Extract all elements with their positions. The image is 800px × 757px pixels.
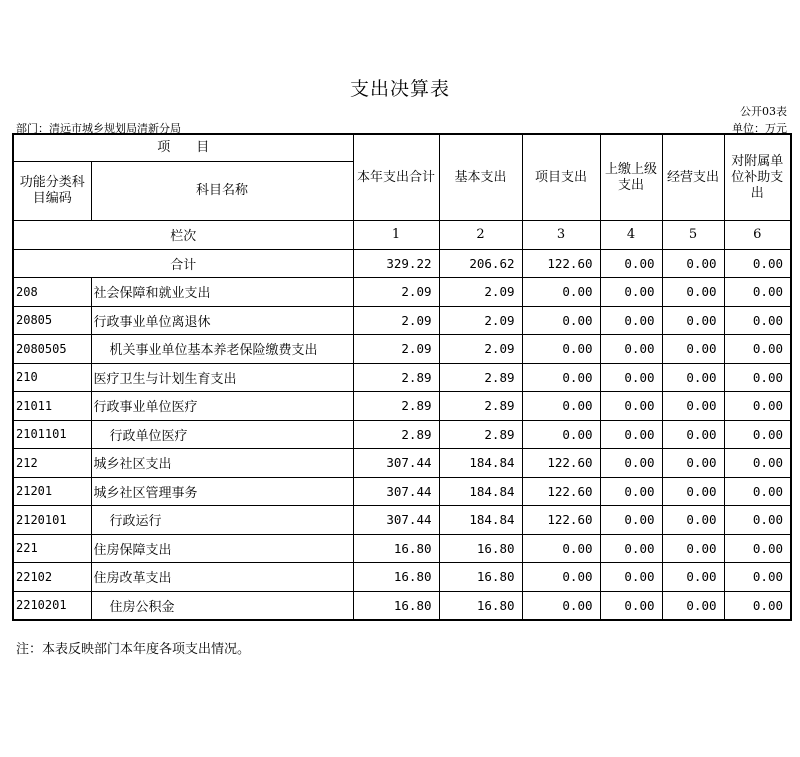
row-value: 2.89	[439, 420, 522, 449]
footnote: 注：本表反映部门本年度各项支出情况。	[16, 642, 251, 657]
row-value: 0.00	[522, 563, 600, 592]
row-value: 0.00	[724, 563, 791, 592]
row-name: 住房改革支出	[91, 563, 353, 592]
table-row	[13, 335, 791, 364]
project-header: 项目支出	[522, 134, 600, 221]
row-value: 0.00	[724, 534, 791, 563]
department-label: 部门：清远市城乡规划局清新分局	[16, 122, 181, 135]
row-name: 行政事业单位离退休	[91, 306, 353, 335]
row-name: 城乡社区管理事务	[91, 477, 353, 506]
row-value: 16.80	[353, 591, 439, 620]
table-row	[13, 506, 791, 535]
row-value: 184.84	[439, 449, 522, 478]
row-value: 0.00	[522, 306, 600, 335]
row-value: 307.44	[353, 506, 439, 535]
row-value: 0.00	[600, 278, 662, 307]
row-value: 0.00	[662, 392, 724, 421]
total-label: 合计	[13, 249, 353, 278]
code-header: 功能分类科目编码	[13, 162, 91, 221]
row-name: 城乡社区支出	[91, 449, 353, 478]
column-index: 3	[522, 221, 600, 250]
row-code: 2210201	[13, 591, 91, 620]
basic-header: 基本支出	[439, 134, 522, 221]
total-value: 329.22	[353, 249, 439, 278]
row-value: 122.60	[522, 449, 600, 478]
row-value: 0.00	[724, 506, 791, 535]
row-value: 2.89	[353, 363, 439, 392]
row-value: 0.00	[662, 563, 724, 592]
table-row	[13, 392, 791, 421]
row-value: 2.89	[353, 392, 439, 421]
subsidy-header: 对附属单位补助支出	[724, 134, 791, 221]
row-value: 0.00	[662, 534, 724, 563]
row-name: 社会保障和就业支出	[91, 278, 353, 307]
row-code: 221	[13, 534, 91, 563]
row-name: 住房公积金	[91, 591, 353, 620]
row-value: 2.89	[439, 392, 522, 421]
column-index: 2	[439, 221, 522, 250]
row-name: 机关事业单位基本养老保险缴费支出	[91, 335, 353, 364]
total-row	[13, 249, 791, 278]
row-value: 0.00	[662, 363, 724, 392]
table-row	[13, 591, 791, 620]
table-row	[13, 363, 791, 392]
row-value: 0.00	[662, 591, 724, 620]
row-value: 0.00	[600, 591, 662, 620]
total-header: 本年支出合计	[353, 134, 439, 221]
row-name: 行政单位医疗	[91, 420, 353, 449]
row-value: 2.09	[439, 278, 522, 307]
unit-label: 单位：万元	[732, 122, 787, 135]
row-value: 0.00	[724, 278, 791, 307]
table-number: 公开03表	[740, 105, 787, 118]
upper-header: 上缴上级支出	[600, 134, 662, 221]
row-value: 2.09	[439, 306, 522, 335]
row-value: 0.00	[522, 591, 600, 620]
row-name: 住房保障支出	[91, 534, 353, 563]
row-value: 0.00	[600, 392, 662, 421]
row-value: 0.00	[662, 506, 724, 535]
total-value: 0.00	[662, 249, 724, 278]
row-value: 122.60	[522, 506, 600, 535]
row-value: 0.00	[600, 335, 662, 364]
table-row	[13, 449, 791, 478]
page-title: 支出决算表	[349, 78, 450, 100]
column-index: 6	[724, 221, 791, 250]
item-group-header: 项 目	[13, 134, 353, 162]
row-value: 0.00	[662, 420, 724, 449]
row-value: 0.00	[600, 306, 662, 335]
row-value: 2.09	[439, 335, 522, 364]
row-value: 0.00	[662, 278, 724, 307]
total-value: 206.62	[439, 249, 522, 278]
row-value: 16.80	[439, 534, 522, 563]
column-index: 5	[662, 221, 724, 250]
table-row	[13, 563, 791, 592]
row-value: 0.00	[600, 449, 662, 478]
column-index: 4	[600, 221, 662, 250]
header-row	[13, 134, 791, 162]
table-row	[13, 420, 791, 449]
row-value: 0.00	[522, 392, 600, 421]
row-name: 行政事业单位医疗	[91, 392, 353, 421]
row-value: 0.00	[724, 335, 791, 364]
row-code: 2101101	[13, 420, 91, 449]
row-value: 16.80	[439, 591, 522, 620]
row-value: 16.80	[353, 534, 439, 563]
name-header: 科目名称	[91, 162, 353, 221]
row-value: 0.00	[522, 363, 600, 392]
row-value: 0.00	[662, 306, 724, 335]
row-value: 307.44	[353, 449, 439, 478]
row-value: 0.00	[522, 534, 600, 563]
row-value: 0.00	[600, 506, 662, 535]
row-name: 医疗卫生与计划生育支出	[91, 363, 353, 392]
table-row	[13, 534, 791, 563]
total-value: 122.60	[522, 249, 600, 278]
column-index-label: 栏次	[13, 221, 353, 250]
row-code: 21201	[13, 477, 91, 506]
business-header: 经营支出	[662, 134, 724, 221]
row-value: 16.80	[353, 563, 439, 592]
row-code: 21011	[13, 392, 91, 421]
row-value: 0.00	[724, 477, 791, 506]
row-value: 307.44	[353, 477, 439, 506]
row-value: 0.00	[724, 363, 791, 392]
row-value: 0.00	[662, 335, 724, 364]
row-name: 行政运行	[91, 506, 353, 535]
row-value: 2.89	[353, 420, 439, 449]
row-value: 0.00	[600, 420, 662, 449]
row-value: 16.80	[439, 563, 522, 592]
row-value: 122.60	[522, 477, 600, 506]
row-value: 0.00	[662, 449, 724, 478]
row-value: 0.00	[724, 591, 791, 620]
table-row	[13, 278, 791, 307]
row-value: 0.00	[724, 420, 791, 449]
row-value: 0.00	[522, 278, 600, 307]
expenditure-table	[12, 133, 792, 621]
row-code: 2080505	[13, 335, 91, 364]
row-code: 208	[13, 278, 91, 307]
row-value: 0.00	[600, 563, 662, 592]
row-value: 0.00	[600, 363, 662, 392]
row-value: 2.09	[353, 278, 439, 307]
column-index-row	[13, 221, 791, 250]
row-value: 0.00	[600, 477, 662, 506]
row-value: 0.00	[600, 534, 662, 563]
row-value: 2.09	[353, 306, 439, 335]
row-value: 2.89	[439, 363, 522, 392]
total-value: 0.00	[600, 249, 662, 278]
row-code: 22102	[13, 563, 91, 592]
row-code: 210	[13, 363, 91, 392]
row-code: 2120101	[13, 506, 91, 535]
column-index: 1	[353, 221, 439, 250]
row-value: 0.00	[724, 449, 791, 478]
row-code: 20805	[13, 306, 91, 335]
row-value: 0.00	[724, 392, 791, 421]
row-value: 0.00	[522, 420, 600, 449]
row-value: 0.00	[724, 306, 791, 335]
table-row	[13, 306, 791, 335]
row-value: 0.00	[662, 477, 724, 506]
row-value: 0.00	[522, 335, 600, 364]
row-value: 184.84	[439, 477, 522, 506]
table-row	[13, 477, 791, 506]
total-value: 0.00	[724, 249, 791, 278]
row-value: 184.84	[439, 506, 522, 535]
row-code: 212	[13, 449, 91, 478]
row-value: 2.09	[353, 335, 439, 364]
